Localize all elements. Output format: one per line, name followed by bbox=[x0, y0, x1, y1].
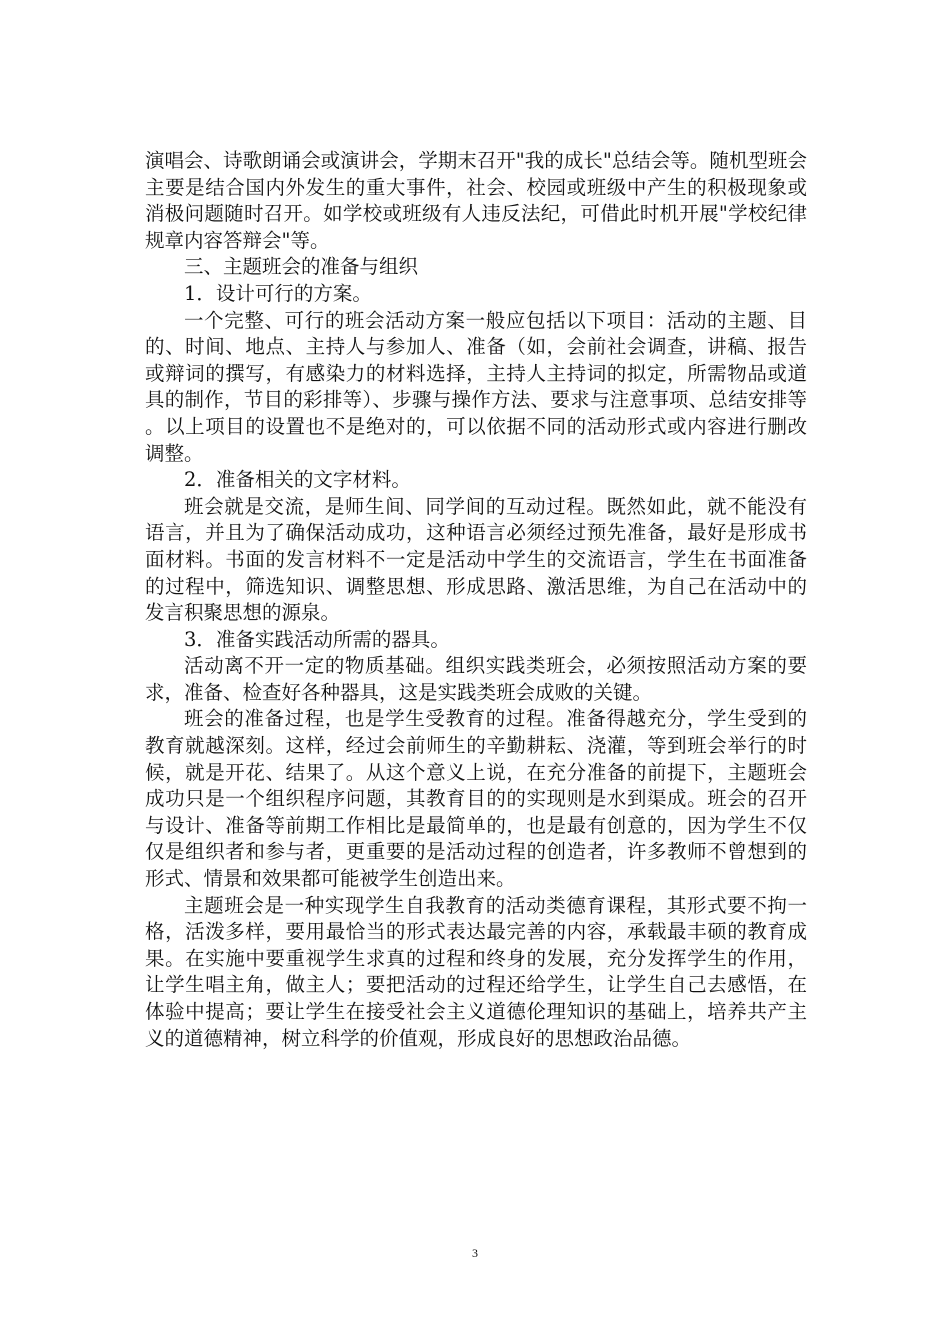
paragraph-plan: 一个完整、可行的班会活动方案一般应包括以下项目：活动的主题、目的、时间、地点、主持人与参加人、准备（如，会前社会调查，讲稿、报告或辩词的撰写，有感染力的材料选择，主持人主持词的拟定，所需物品或道具的制作，节目的彩排等）、步骤与操作方法、要求与注意事项、总结安排等。以上项目的设置也不是绝对的，可以依据不同的活动形式或内容进行删改调整。 bbox=[145, 308, 807, 465]
document-body bbox=[145, 148, 807, 1052]
paragraph-materials: 班会就是交流，是师生间、同学间的互动过程。既然如此，就不能没有语言，并且为了确保活动成功，这种语言必须经过预先准备，最好是形成书面材料。书面的发言材料不一定是活动中学生的交流语言，学生在书面准备的过程中，筛选知识、调整思想、形成思路、激活思维，为自己在活动中的发言积聚思想的源泉。 bbox=[145, 494, 807, 625]
subsection-heading-1: 1．设计可行的方案。 bbox=[184, 281, 372, 305]
section-heading: 三、主题班会的准备与组织 bbox=[184, 255, 419, 279]
subsection-heading-2: 2．准备相关的文字材料。 bbox=[184, 468, 411, 492]
page-number: 3 bbox=[472, 1246, 478, 1260]
paragraph-preparation: 班会的准备过程，也是学生受教育的过程。准备得越充分，学生受到的教育就越深刻。这样，经过会前师生的辛勤耕耘、浇灌，等到班会举行的时候，就是开花、结果了。从这个意义上说，在充分准备的前提下，主题班会成功只是一个组织程序问题，其教育目的的实现则是水到渠成。班会的召开与设计、准备等前期工作相比是最简单的，也是最有创意的，因为学生不仅仅是组织者和参与者，更重要的是活动过程的创造者，许多教师不曾想到的形式、情景和效果都可能被学生创造出来。 bbox=[145, 707, 807, 891]
paragraph-conclusion: 主题班会是一种实现学生自我教育的活动类德育课程，其形式要不拘一格，活泼多样，要用最恰当的形式表达最完善的内容，承载最丰硕的教育成果。在实施中要重视学生求真的过程和终身的发展，充分发挥学生的作用，让学生唱主角，做主人；要把活动的过程还给学生，让学生自己去感悟，在体验中提高；要让学生在接受社会主义道德伦理知识的基础上，培养共产主义的道德精神，树立科学的价值观，形成良好的思想政治品德。 bbox=[145, 893, 807, 1050]
subsection-heading-3: 3．准备实践活动所需的器具。 bbox=[184, 627, 450, 651]
paragraph-continuation: 演唱会、诗歌朗诵会或演讲会，学期末召开"我的成长"总结会等。随机型班会主要是结合国内外发生的重大事件，社会、校园或班级中产生的积极现象或消极问题随时召开。如学校或班级有人违反法纪，可借此时机开展"学校纪律规章内容答辩会"等。 bbox=[145, 149, 807, 252]
paragraph-equipment: 活动离不开一定的物质基础。组织实践类班会，必须按照活动方案的要求，准备、检查好各种器具，这是实践类班会成败的关键。 bbox=[145, 654, 807, 704]
